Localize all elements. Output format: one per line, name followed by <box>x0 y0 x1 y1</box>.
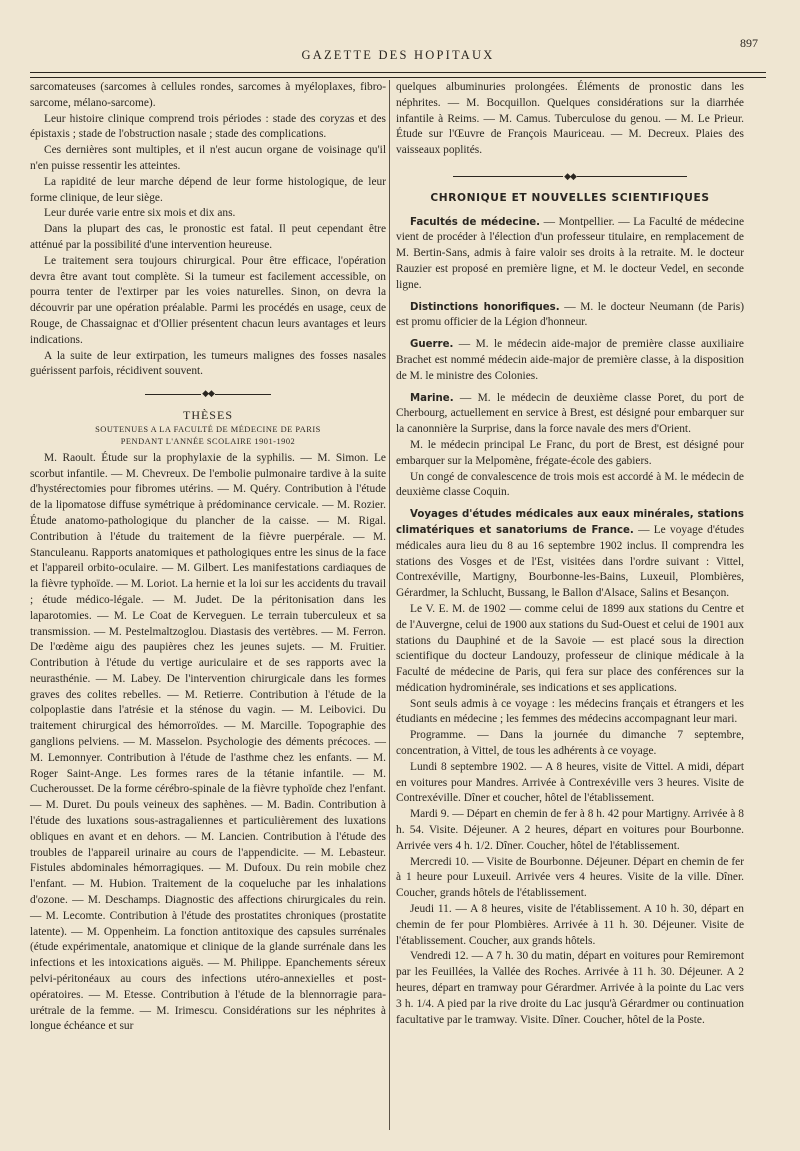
news-item-marine <box>396 391 744 438</box>
paragraph: Le traitement sera toujours chirurgical. Pour être efficace, l'opération devra être avant tout complète. Si la tumeur est facilement accessible, on pourra tenter de l'extirper par les voies naturelles. Sinon, on devra la découvrir par une opération préalable. Parmi les procédés en usage, ceux de Rouge, de Chassaignac et d'Ollier présentent chacun leurs avantages et leurs indications. <box>30 254 386 346</box>
paragraph: Leur durée varie entre six mois et dix ans. <box>44 207 236 220</box>
programme-day: Lundi 8 septembre 1902. — A 8 heures, visite de Vittel. A midi, départ en voitures pour Mandres. Arrivée à Contrexéville vers 3 heures. Visite de Contrexéville. Dîner et coucher, hôtel de l'établissement. <box>396 760 744 805</box>
news-text: — M. le docteur Neumann (de Paris) est promu officier de la Légion d'honneur. <box>396 300 744 329</box>
paragraph: quelques albuminuries prolongées. Éléments de pronostic dans les néphrites. — M. Bocquillon. Quelques considérations sur la diarrhée infantile à Reims. — M. Camus. Tuberculose du genou. — M. Le Prieur. Étude sur l'Œuvre de François Mauriceau. — M. Decreux. Plaies des vaisseaux poplités. <box>396 81 744 157</box>
paragraph: M. le médecin principal Le Franc, du port de Brest, est désigné pour embarquer sur la Melpomène, frégate-école des gabiers. <box>396 438 744 467</box>
page-number: 897 <box>740 36 758 50</box>
journal-title: GAZETTE DES HOPITAUX <box>301 48 495 62</box>
theses-title: THÈSES <box>182 407 233 422</box>
header-rule <box>30 72 766 78</box>
news-heading: Guerre. <box>410 339 454 351</box>
section-ornament: ◆◆ <box>396 169 744 185</box>
news-item-voyages <box>396 507 744 602</box>
news-text: — Montpellier. — La Faculté de médecine vient de procéder à l'élection d'un professeur titulaire, en remplacement de M. Bertin-Sans, admis à faire valoir ses droits à la retraite. M. le docteur Rauzier est proposé en première ligne, et M. le docteur Vedel, en seconde ligne. <box>396 215 744 291</box>
news-heading: Facultés de médecine. <box>410 216 540 228</box>
page-header <box>30 36 766 68</box>
paragraph: Dans la plupart des cas, le pronostic est fatal. Il peut cependant être atténué par la possibilité d'une intervention heureuse. <box>30 223 386 251</box>
paragraph: A la suite de leur extirpation, les tumeurs malignes des fosses nasales guérissent parfois, récidivent souvent. <box>30 349 386 378</box>
paragraph: Sont seuls admis à ce voyage : les médecins français et étrangers et les étudiants en médecine ; les femmes des médecins accompagnant leur mari. <box>396 697 744 726</box>
paragraph: Le V. E. M. de 1902 — comme celui de 1899 aux stations du Centre et de l'Auvergne, celui de 1900 aux stations du Sud-Ouest et celui de 1901 aux stations du Dauphiné et de la Savoie — est placé sous la direction scientifique du docteur Landouzy, professeur de clinique médicale à la Faculté de médecine de Paris, qui fera sur place des conférences sur la médication hydrominérale, ses indications et ses applications. <box>396 602 744 694</box>
programme-intro: Programme. — Dans la journée du dimanche 7 septembre, concentration, à Vittel, de tous les adhérents à ce voyage. <box>396 729 744 758</box>
programme-day: Vendredi 12. — A 7 h. 30 du matin, départ en voitures pour Remiremont par les Feuillées, la Vallée des Roches. Arrivée à 11 h. 30. Déjeuner. A 2 heures, départ en tramway pour Gérardmer. Arrivée à la pointe du Lac vers 3 h. 1/4. A pied par la rive droite du Lac jusqu'à Gérardmer ou continuation facultative par le tramway. Visite. Dîner. Coucher, hôtel de la Poste. <box>396 950 744 1026</box>
theses-list: M. Raoult. Étude sur la prophylaxie de la syphilis. — M. Simon. Le scorbut infantile. — M. Chevreux. De l'embolie pulmonaire tardive à la suite d'hystérectomies pour fibromes utérins. — M. Quéry. Contribution à l'étude de la lipomatose diffuse symétrique à prédominance cervicale. — M. Rozier. Étude anatomo-pathologique du plancher de la caisse. — M. Rigal. Contribution à l'étude du traitement de la fièvre puerpérale. — M. Stanculeanu. Rapports anatomiques et pathologiques entre les sinus de la face et l'appareil orbito-oculaire. — M. Gilbert. Les manifestations cardiaques de la fièvre typhoïde. — M. Loriot. La hernie et la loi sur les accidents du travail ; étude médico-légale. — M. Judet. De la péritonisation dans les laparotomies. — M. Le Coat de Kerveguen. Le terrain tuberculeux et sa transmission. — M. Pestelmaltzoglou. Diastasis des vertèbres. — M. Ferron. De l'œdème aigu des paupières chez les jeunes sujets. — M. Fruitier. Contribution à l'étude du vertige auriculaire et de ses rapports avec la neurasthénie. — M. Labey. De l'intervention chirurgicale dans les formes graves des colites rebelles. — M. Retierre. Contribution à l'étude de la colpoplastie dans l'atrésie et la sténose du vagin. — M. Leibovici. Du traitement chirurgical des hémorroïdes. — M. Marcille. Topographie des ganglions pelviens. — M. Masselon. Psychologie des déments précoces. — M. Lemonnyer. Contribution à l'étude de l'asthme chez les enfants. — M. Roger Saint-Ange. Les formes rares de la tétanie infantile. — M. Cucherousset. De la forme cérébro-spinale de la fièvre typhoïde chez l'enfant. — M. Duret. Du pouls veineux des saphènes. — M. Badin. Contribution à l'étude des luxations sous-astragaliennes et particulièrement des luxations obliques en avant et en dehors. — M. Lancien. Contribution à l'étude des troubles de l'appareil urinaire au cours de l'appendicite. — M. Lebasteur. Fistules abdominales hémorragiques. — M. Dufoux. Du rein mobile chez l'enfant. — M. Hubion. Traitement de la coqueluche par les inhalations d'ozone. — M. Deschamps. Diagnostic des affections chirurgicales du rein. — M. Lecomte. Contribution à l'étude des prostatites chroniques (prostatite latente). — M. Oppenheim. La fonction antitoxique des capsules surrénales (étude expérimentale, anatomique et clinique de la glande surrénale dans les infections et les intoxications aiguës. — M. Philippe. Epanchements séreux pelvi-péritonéaux au cours des infections utéro-annexielles et post-opératoires. — M. Etesse. Contribution à l'étude de la blennorragie para-urétrale de la femme. — M. Irimescu. Considérations sur les néphrites à longue échéance et sur <box>30 451 386 1033</box>
news-text: — M. le médecin aide-major de première classe auxiliaire Brachet est nommé médecin aide-major de première classe, à la disposition de M. le ministre des Colonies. <box>396 338 744 382</box>
programme-day: Mardi 9. — Départ en chemin de fer à 8 h. 42 pour Martigny. Arrivée à 8 h. 54. Visite. Déjeuner. A 2 heures, départ en voitures pour Bourbonne. Arrivée vers 4 h. 1/2. Dîner. Coucher, hôtel de l'établissement. <box>396 808 744 852</box>
news-item-distinctions <box>396 300 744 332</box>
programme-day: Mercredi 10. — Visite de Bourbonne. Déjeuner. Départ en chemin de fer à 1 heure pour Luxeuil. Arrivée vers 4 heures. Visite de la ville. Dîner. Coucher, grands hôtels de l'établissement. <box>396 855 744 900</box>
paragraph: sarcomateuses (sarcomes à cellules rondes, sarcomes à myéloplaxes, fibro-sarcome, mélano-sarcome). <box>30 81 386 109</box>
paragraph: La rapidité de leur marche dépend de leur forme histologique, de leur forme clinique, de leur siège. <box>30 175 386 204</box>
right-column <box>396 80 744 1028</box>
news-text: — Le voyage d'études médicales aura lieu du 8 au 16 septembre 1902 inclus. Il comprendra les stations des Vosges et de l'Est, visitées dans l'ordre suivant : Vittel, Contrexéville, Martigny, Bourbonne-les-Bains, Luxeuil, Plombières, Gérardmer, la Schlucht, Bussang, le Ballon d'Alsace, Salins et Besançon. <box>396 523 744 600</box>
theses-subtitle-year: PENDANT L'ANNÉE SCOLAIRE 1901-1902 <box>120 436 296 446</box>
paragraph: Un congé de convalescence de trois mois est accordé à M. le médecin de deuxième classe Coquin. <box>396 470 744 499</box>
column-separator <box>389 80 390 1130</box>
paragraph: Ces dernières sont multiples, et il n'est aucun organe de voisinage qu'il n'en puisse ressentir les atteintes. <box>30 144 386 172</box>
news-item-guerre <box>396 337 744 384</box>
news-item-facultes <box>396 215 744 294</box>
section-ornament: ◆◆ <box>30 386 386 402</box>
news-text: — M. le médecin de deuxième classe Poret, du port de Cherbourg, actuellement en service à Brest, est désigné pour embarquer sur la canonnière la Surprise, dans la force navale des mers d'Orient. <box>396 391 744 436</box>
left-column <box>30 80 386 1035</box>
theses-subtitle: SOUTENUES A LA FACULTÉ DE MÉDECINE DE PARIS <box>95 424 321 434</box>
paragraph: Leur histoire clinique comprend trois périodes : stade des coryzas et des épistaxis ; stade de l'obstruction nasale ; stade des complications. <box>30 112 386 141</box>
news-heading: Distinctions honorifiques. <box>410 301 560 313</box>
news-heading: Marine. <box>410 392 454 404</box>
chronique-title: CHRONIQUE ET NOUVELLES SCIENTIFIQUES <box>430 191 710 204</box>
news-heading: Voyages d'études médicales aux eaux minérales, stations climatériques et sanatoriums de France. <box>396 509 744 536</box>
programme-day: Jeudi 11. — A 8 heures, visite de l'établissement. A 10 h. 30, départ en chemin de fer pour Plombières. Arrivée à 11 h. 30. Déjeuner. Visite de l'établissement. Coucher, aux grands hôtels. <box>396 903 744 947</box>
